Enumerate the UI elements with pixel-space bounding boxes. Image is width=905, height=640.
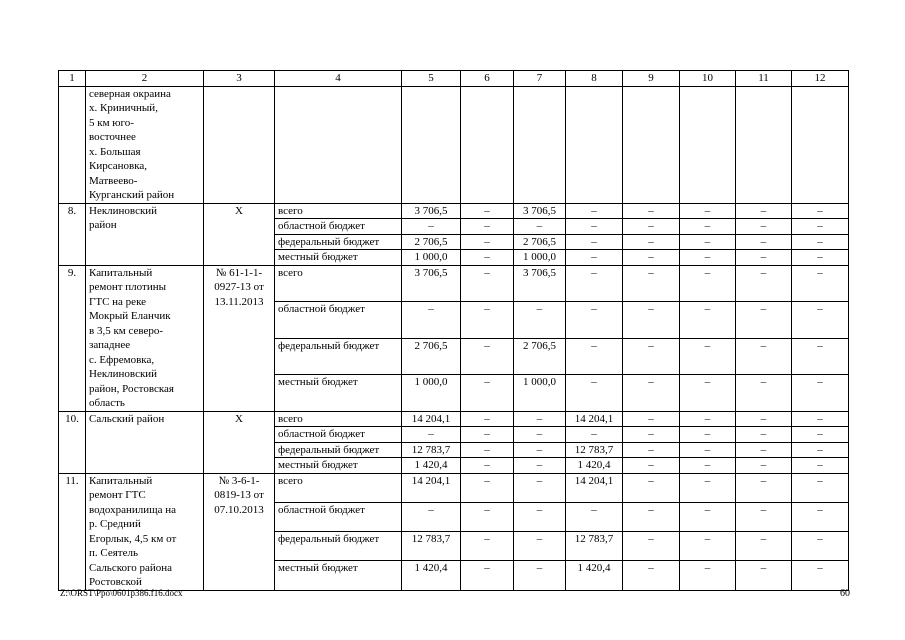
amount-cell: – bbox=[792, 338, 849, 375]
amount-cell: 1 420,4 bbox=[402, 561, 461, 590]
column-header: 11 bbox=[736, 71, 792, 87]
amount-cell: – bbox=[792, 502, 849, 531]
amount-cell: – bbox=[792, 427, 849, 443]
amount-cell: 2 706,5 bbox=[402, 338, 461, 375]
amount-cell: – bbox=[461, 250, 514, 266]
amount-cell: – bbox=[792, 375, 849, 412]
amount-cell: 12 783,7 bbox=[402, 442, 461, 458]
amount-cell: – bbox=[792, 234, 849, 250]
amount-cell: 14 204,1 bbox=[402, 473, 461, 502]
object-name-line: п. Сеятель bbox=[89, 547, 138, 559]
footer-page-number: 60 bbox=[840, 588, 850, 599]
amount-cell: – bbox=[402, 502, 461, 531]
amount-cell: 1 420,4 bbox=[566, 561, 623, 590]
row-number-cell: 10. bbox=[59, 411, 86, 473]
amount-cell: – bbox=[402, 302, 461, 339]
column-header: 9 bbox=[623, 71, 680, 87]
amount-cell: – bbox=[461, 561, 514, 590]
amount-cell: – bbox=[680, 458, 736, 474]
amount-cell: – bbox=[680, 302, 736, 339]
amount-cell: 3 706,5 bbox=[514, 203, 566, 219]
amount-cell: – bbox=[461, 532, 514, 561]
document-reference bbox=[204, 411, 275, 473]
amount-cell: – bbox=[736, 411, 792, 427]
column-header: 8 bbox=[566, 71, 623, 87]
amount-cell: – bbox=[792, 250, 849, 266]
column-header: 6 bbox=[461, 71, 514, 87]
object-name-line: 5 км юго- bbox=[89, 116, 134, 129]
amount-cell: – bbox=[566, 502, 623, 531]
amount-cell: – bbox=[680, 442, 736, 458]
amount-cell: 1 000,0 bbox=[402, 250, 461, 266]
empty-cell bbox=[792, 86, 849, 203]
amount-cell: – bbox=[792, 532, 849, 561]
amount-cell: – bbox=[680, 203, 736, 219]
document-reference-line: № 61-1-1- bbox=[215, 266, 263, 279]
amount-cell: – bbox=[680, 532, 736, 561]
table-row bbox=[59, 265, 849, 302]
amount-cell: – bbox=[623, 203, 680, 219]
amount-cell: – bbox=[623, 427, 680, 443]
document-reference bbox=[204, 473, 275, 590]
column-header: 10 bbox=[680, 71, 736, 87]
amount-cell: – bbox=[792, 442, 849, 458]
document-reference-line: 13.11.2013 bbox=[214, 295, 264, 308]
amount-cell: 3 706,5 bbox=[402, 265, 461, 302]
amount-cell: 1 000,0 bbox=[402, 375, 461, 412]
empty-cell bbox=[275, 86, 402, 203]
funding-source-cell: федеральный бюджет bbox=[275, 532, 402, 561]
amount-cell: – bbox=[736, 219, 792, 235]
amount-cell: 1 000,0 bbox=[514, 375, 566, 412]
amount-cell: – bbox=[461, 302, 514, 339]
amount-cell: – bbox=[566, 250, 623, 266]
amount-cell: – bbox=[792, 411, 849, 427]
amount-cell: – bbox=[461, 427, 514, 443]
amount-cell: – bbox=[461, 411, 514, 427]
amount-cell: – bbox=[736, 265, 792, 302]
document-reference-line: 0819-13 от bbox=[214, 489, 264, 501]
funding-source-cell: местный бюджет bbox=[275, 458, 402, 474]
funding-source-cell: областной бюджет bbox=[275, 427, 402, 443]
amount-cell: 1 000,0 bbox=[514, 250, 566, 266]
amount-cell: – bbox=[736, 532, 792, 561]
amount-cell: – bbox=[461, 219, 514, 235]
object-name-line: ремонт ГТС bbox=[89, 489, 146, 501]
continuation-row bbox=[59, 86, 849, 203]
amount-cell: – bbox=[402, 427, 461, 443]
object-name-line: р. Средний bbox=[89, 518, 141, 530]
amount-cell: – bbox=[461, 203, 514, 219]
amount-cell: – bbox=[736, 442, 792, 458]
object-name-line: Капитальный bbox=[89, 474, 153, 487]
funding-source-cell: местный бюджет bbox=[275, 375, 402, 412]
amount-cell: – bbox=[566, 234, 623, 250]
amount-cell: – bbox=[514, 473, 566, 502]
column-header: 1 bbox=[59, 71, 86, 87]
amount-cell: 3 706,5 bbox=[402, 203, 461, 219]
amount-cell: – bbox=[680, 265, 736, 302]
column-header: 4 bbox=[275, 71, 402, 87]
amount-cell: – bbox=[680, 427, 736, 443]
funding-source-cell: областной бюджет bbox=[275, 219, 402, 235]
object-name-line: Неклиновский bbox=[89, 204, 158, 217]
amount-cell: – bbox=[461, 502, 514, 531]
amount-cell: – bbox=[623, 458, 680, 474]
amount-cell: – bbox=[461, 442, 514, 458]
empty-cell bbox=[204, 86, 275, 203]
object-name-line: Сальского района bbox=[89, 561, 173, 574]
amount-cell: – bbox=[566, 203, 623, 219]
funding-source-cell: федеральный бюджет bbox=[275, 338, 402, 375]
amount-cell: – bbox=[514, 502, 566, 531]
object-name-line: западнее bbox=[89, 339, 131, 351]
column-header: 7 bbox=[514, 71, 566, 87]
funding-source-cell: местный бюджет bbox=[275, 250, 402, 266]
amount-cell: – bbox=[680, 375, 736, 412]
object-name-line: ГТС на реке bbox=[89, 295, 147, 308]
funding-source-cell: всего bbox=[275, 203, 402, 219]
document-reference-line: 0927-13 от bbox=[214, 281, 264, 293]
column-header: 3 bbox=[204, 71, 275, 87]
object-name-line: Неклиновский bbox=[89, 368, 158, 380]
object-name-line: с. Ефремовка, bbox=[89, 353, 155, 366]
empty-cell bbox=[514, 86, 566, 203]
empty-cell bbox=[736, 86, 792, 203]
amount-cell: – bbox=[680, 411, 736, 427]
object-name bbox=[86, 473, 204, 590]
object-name-line: Сальский район bbox=[89, 412, 165, 425]
amount-cell: – bbox=[623, 265, 680, 302]
object-name-line: Ростовской bbox=[89, 576, 142, 588]
object-name-line: Капитальный bbox=[89, 266, 153, 279]
object-name bbox=[86, 86, 204, 203]
amount-cell: – bbox=[461, 338, 514, 375]
object-name-line: Матвеево- bbox=[89, 174, 138, 187]
amount-cell: – bbox=[623, 442, 680, 458]
amount-cell: – bbox=[623, 411, 680, 427]
amount-cell: – bbox=[514, 427, 566, 443]
empty-cell bbox=[680, 86, 736, 203]
amount-cell: – bbox=[623, 532, 680, 561]
table-row bbox=[59, 411, 849, 427]
empty-cell bbox=[623, 86, 680, 203]
amount-cell: – bbox=[792, 265, 849, 302]
amount-cell: – bbox=[461, 265, 514, 302]
document-reference-line: 07.10.2013 bbox=[214, 503, 264, 516]
amount-cell: 3 706,5 bbox=[514, 265, 566, 302]
row-number-cell: 11. bbox=[59, 473, 86, 590]
object-name-line: Егорлык, 4,5 км от bbox=[89, 532, 177, 545]
amount-cell: 1 420,4 bbox=[402, 458, 461, 474]
amount-cell: – bbox=[736, 473, 792, 502]
object-name-line: водохранилища на bbox=[89, 503, 177, 516]
amount-cell: – bbox=[736, 458, 792, 474]
amount-cell: – bbox=[736, 502, 792, 531]
row-number-cell: 8. bbox=[59, 203, 86, 265]
funding-source-cell: всего bbox=[275, 411, 402, 427]
amount-cell: – bbox=[402, 219, 461, 235]
amount-cell: – bbox=[566, 219, 623, 235]
document-reference bbox=[204, 265, 275, 411]
table-row bbox=[59, 473, 849, 502]
amount-cell: – bbox=[792, 203, 849, 219]
amount-cell: – bbox=[736, 375, 792, 412]
object-name-line: х. Криничный, bbox=[89, 102, 158, 114]
amount-cell: – bbox=[623, 302, 680, 339]
amount-cell: – bbox=[792, 561, 849, 590]
object-name bbox=[86, 411, 204, 473]
amount-cell: – bbox=[736, 427, 792, 443]
object-name-line: в 3,5 км северо- bbox=[89, 324, 164, 337]
amount-cell: – bbox=[623, 338, 680, 375]
amount-cell: 12 783,7 bbox=[566, 532, 623, 561]
amount-cell: – bbox=[514, 219, 566, 235]
amount-cell: – bbox=[514, 411, 566, 427]
funding-source-cell: местный бюджет bbox=[275, 561, 402, 590]
object-name-line: область bbox=[89, 397, 125, 409]
amount-cell: 14 204,1 bbox=[566, 411, 623, 427]
amount-cell: – bbox=[623, 219, 680, 235]
column-header: 5 bbox=[402, 71, 461, 87]
amount-cell: 2 706,5 bbox=[514, 338, 566, 375]
empty-cell bbox=[461, 86, 514, 203]
amount-cell: – bbox=[461, 473, 514, 502]
amount-cell: 2 706,5 bbox=[402, 234, 461, 250]
amount-cell: – bbox=[680, 219, 736, 235]
empty-cell bbox=[402, 86, 461, 203]
amount-cell: – bbox=[736, 234, 792, 250]
funding-source-cell: федеральный бюджет bbox=[275, 234, 402, 250]
amount-cell: 14 204,1 bbox=[402, 411, 461, 427]
object-name-line: Кирсановка, bbox=[89, 160, 148, 172]
amount-cell: – bbox=[680, 561, 736, 590]
amount-cell: – bbox=[514, 458, 566, 474]
funding-source-cell: всего bbox=[275, 473, 402, 502]
object-name bbox=[86, 203, 204, 265]
object-name-line: Мокрый Еланчик bbox=[89, 310, 171, 322]
amount-cell: – bbox=[792, 302, 849, 339]
amount-cell: – bbox=[461, 375, 514, 412]
amount-cell: – bbox=[623, 234, 680, 250]
amount-cell: – bbox=[566, 375, 623, 412]
document-reference-line: № 3-6-1- bbox=[218, 474, 260, 487]
column-header: 12 bbox=[792, 71, 849, 87]
amount-cell: – bbox=[623, 502, 680, 531]
object-name-line: восточнее bbox=[89, 131, 136, 143]
amount-cell: 1 420,4 bbox=[566, 458, 623, 474]
funding-source-cell: всего bbox=[275, 265, 402, 302]
amount-cell: – bbox=[514, 532, 566, 561]
amount-cell: 12 783,7 bbox=[566, 442, 623, 458]
funding-source-cell: областной бюджет bbox=[275, 302, 402, 339]
amount-cell: – bbox=[680, 250, 736, 266]
object-name-line: х. Большая bbox=[89, 145, 141, 158]
amount-cell: 12 783,7 bbox=[402, 532, 461, 561]
amount-cell: – bbox=[680, 234, 736, 250]
amount-cell: – bbox=[736, 250, 792, 266]
document-reference-line: Х bbox=[235, 412, 243, 425]
object-name-line: северная окраина bbox=[89, 87, 171, 100]
amount-cell: – bbox=[566, 265, 623, 302]
amount-cell: – bbox=[514, 302, 566, 339]
amount-cell: – bbox=[736, 302, 792, 339]
header-row bbox=[59, 71, 849, 87]
amount-cell: 14 204,1 bbox=[566, 473, 623, 502]
table-row bbox=[59, 203, 849, 219]
document-reference bbox=[204, 203, 275, 265]
amount-cell: – bbox=[680, 473, 736, 502]
row-number-cell: 9. bbox=[59, 265, 86, 411]
empty-cell bbox=[566, 86, 623, 203]
object-name-line: район bbox=[89, 219, 117, 231]
amount-cell: – bbox=[680, 338, 736, 375]
amount-cell: – bbox=[792, 458, 849, 474]
amount-cell: – bbox=[514, 561, 566, 590]
amount-cell: – bbox=[736, 561, 792, 590]
amount-cell: – bbox=[566, 302, 623, 339]
object-name-line: Курганский район bbox=[89, 189, 175, 201]
object-name bbox=[86, 265, 204, 411]
column-header: 2 bbox=[86, 71, 204, 87]
budget-table bbox=[58, 70, 849, 591]
amount-cell: – bbox=[461, 234, 514, 250]
amount-cell: – bbox=[566, 427, 623, 443]
object-name-line: район, Ростовская bbox=[89, 382, 174, 395]
amount-cell: – bbox=[792, 473, 849, 502]
funding-source-cell: областной бюджет bbox=[275, 502, 402, 531]
amount-cell: – bbox=[514, 442, 566, 458]
amount-cell: 2 706,5 bbox=[514, 234, 566, 250]
amount-cell: – bbox=[623, 250, 680, 266]
amount-cell: – bbox=[736, 338, 792, 375]
object-name-line: ремонт плотины bbox=[89, 281, 166, 293]
amount-cell: – bbox=[623, 375, 680, 412]
amount-cell: – bbox=[623, 473, 680, 502]
funding-source-cell: федеральный бюджет bbox=[275, 442, 402, 458]
amount-cell: – bbox=[792, 219, 849, 235]
amount-cell: – bbox=[566, 338, 623, 375]
row-number-cell bbox=[59, 86, 86, 203]
amount-cell: – bbox=[461, 458, 514, 474]
amount-cell: – bbox=[680, 502, 736, 531]
amount-cell: – bbox=[736, 203, 792, 219]
footer-file-path: Z:\ORST\Ppo\0601p386.f16.docx bbox=[60, 588, 183, 598]
document-reference-line: Х bbox=[235, 204, 243, 217]
amount-cell: – bbox=[623, 561, 680, 590]
